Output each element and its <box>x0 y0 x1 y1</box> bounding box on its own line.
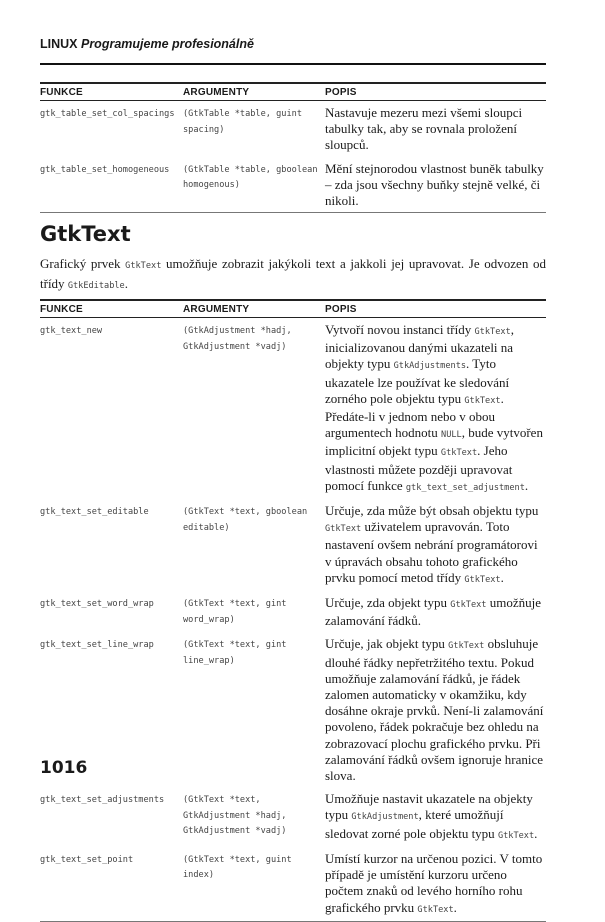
table-row <box>40 847 546 921</box>
inline-code: GtkText <box>448 641 485 652</box>
column-header-funkce: FUNKCE <box>40 83 183 101</box>
text-run: , inicializovanou danými ukazateli na objekty typu <box>325 322 514 372</box>
function-description <box>325 101 546 157</box>
column-header-popis: POPIS <box>325 83 546 101</box>
function-description <box>325 318 546 500</box>
inline-code: GtkText <box>497 830 535 841</box>
function-description <box>325 157 546 213</box>
table-row <box>40 499 546 591</box>
function-name: gtk_text_set_point <box>40 847 183 921</box>
function-arguments: (GtkTable *table, gboolean homogenous) <box>183 157 325 213</box>
function-name: gtk_text_set_word_wrap <box>40 599 154 610</box>
header-series: LINUX <box>40 37 78 51</box>
table-row <box>40 632 546 787</box>
text-run: umožňuje zalamování řádků. <box>325 595 541 629</box>
text-run: . <box>524 477 529 493</box>
table-row <box>40 157 546 213</box>
text-run: , které umožňují sledovat zorné pole objektu typu <box>325 807 504 841</box>
function-name: gtk_text_set_line_wrap <box>40 640 154 651</box>
text-run: . <box>534 825 538 841</box>
function-arguments: (GtkText *text, gint word_wrap) <box>183 599 287 625</box>
inline-code: GtkAdjustment <box>351 812 419 823</box>
function-name: gtk_text_set_editable <box>40 507 149 518</box>
inline-code: GtkText <box>474 327 511 337</box>
text-run: umožňuje zobrazit jakýkoli text a jakkoli jej upravovat. Je odvozen od třídy <box>40 256 546 291</box>
text-run: Umístí kurzor na určenou pozici. V tomto případě je umístění kurzoru určeno počtem znaků od levého horního rohu grafického prvku <box>325 850 543 915</box>
function-arguments: (GtkText *text, gboolean editable) <box>183 507 308 533</box>
section-intro <box>40 255 546 295</box>
header-title: Programujeme profesionálně <box>80 37 254 51</box>
text-run: , bude vytvořen implicitní objekt typu <box>325 425 543 459</box>
text-run: . <box>453 899 457 915</box>
text-run: . <box>500 569 504 585</box>
inline-code: GtkText <box>450 600 487 611</box>
text-run: Umožňuje nastavit ukazatele na objekty typu <box>325 791 533 823</box>
column-header-funkce: FUNKCE <box>40 300 183 318</box>
function-table-gtktext <box>40 299 546 922</box>
function-description <box>325 591 546 632</box>
header-rule <box>40 63 546 65</box>
running-header <box>40 37 254 51</box>
inline-code: gtk_text_set_adjustment <box>405 482 525 493</box>
inline-code: GtkText <box>325 524 362 535</box>
text-run: obsluhuje dlouhé řádky nepřetržitého textu. Pokud umožňuje zalamování řádků, je řádek zalomen automaticky v okamžiku, kdy dosáhne okraje prvků. Není-li zalamování povoleno, řádek pokračuje bez ohledu na zobrazovací plochu grafického prvku. Při zalamování řádků ovšem ignoruje hranice slova. <box>325 636 544 784</box>
text-run: Mění stejnorodou vlastnost buněk tabulky – zda jsou všechny buňky stejně velké, či nikoli. <box>325 160 544 209</box>
column-header-argumenty: ARGUMENTY <box>183 83 325 101</box>
function-name: gtk_table_set_homogeneous <box>40 157 183 213</box>
inline-code: GtkText <box>417 904 454 915</box>
inline-code: GtkText <box>440 448 478 459</box>
function-name: gtk_text_set_adjustments <box>40 795 165 806</box>
inline-code: GtkEditable <box>67 281 125 291</box>
inline-code: GtkText <box>464 574 501 585</box>
text-run: . Předáte-li v jednom nebo v obou argumentech hodnotu <box>325 390 504 441</box>
table-row <box>40 318 546 500</box>
text-run: Určuje, zda může být obsah objektu typu <box>325 503 539 519</box>
text-run: . Tyto ukazatele lze používat ke sledování zorného pole objektu typu <box>325 356 510 406</box>
section-title: GtkText <box>40 222 131 246</box>
text-run: Nastavuje mezeru mezi všemi sloupci tabulky tak, aby se rovnala proložení sloupců. <box>325 105 523 153</box>
inline-code: NULL <box>441 430 462 441</box>
function-arguments: (GtkAdjustment *hadj, GtkAdjustment *vadj) <box>183 326 292 352</box>
function-description <box>325 632 546 787</box>
function-description <box>325 847 546 921</box>
text-run: Určuje, jak objekt typu <box>325 636 449 652</box>
column-header-argumenty: ARGUMENTY <box>183 300 325 318</box>
function-arguments: (GtkText *text, guint index) <box>183 847 325 921</box>
text-run: . Jeho vlastnosti můžete později upravovat pomocí funkce <box>325 443 513 493</box>
function-arguments: (GtkTable *table, guint spacing) <box>183 109 302 135</box>
function-arguments: (GtkText *text, GtkAdjustment *hadj, GtkAdjustment *vadj) <box>183 795 287 837</box>
inline-code: GtkText <box>125 261 162 271</box>
text-run: Vytvoří novou instanci třídy <box>325 322 475 337</box>
function-table-gtktable <box>40 82 546 213</box>
text-run: Grafický prvek <box>40 256 126 271</box>
inline-code: GtkAdjustments <box>393 361 467 372</box>
text-run: . <box>124 276 128 291</box>
column-header-popis: POPIS <box>325 300 546 318</box>
text-run: Určuje, zda objekt typu <box>325 595 451 611</box>
table-row <box>40 101 546 157</box>
table-row <box>40 787 546 847</box>
function-description <box>325 787 546 847</box>
function-name: gtk_table_set_col_spacings <box>40 109 175 119</box>
function-name: gtk_text_new <box>40 326 103 336</box>
text-run: uživatelem upravován. Toto nastavení ovšem nebrání programátorovi v úpravách obsahu tohoto grafického prvku pomocí metod třídy <box>325 519 538 585</box>
inline-code: GtkText <box>464 395 501 406</box>
page-number: 1016 <box>40 758 88 778</box>
function-description <box>325 499 546 591</box>
table-row <box>40 591 546 632</box>
function-arguments: (GtkText *text, gint line_wrap) <box>183 640 287 666</box>
